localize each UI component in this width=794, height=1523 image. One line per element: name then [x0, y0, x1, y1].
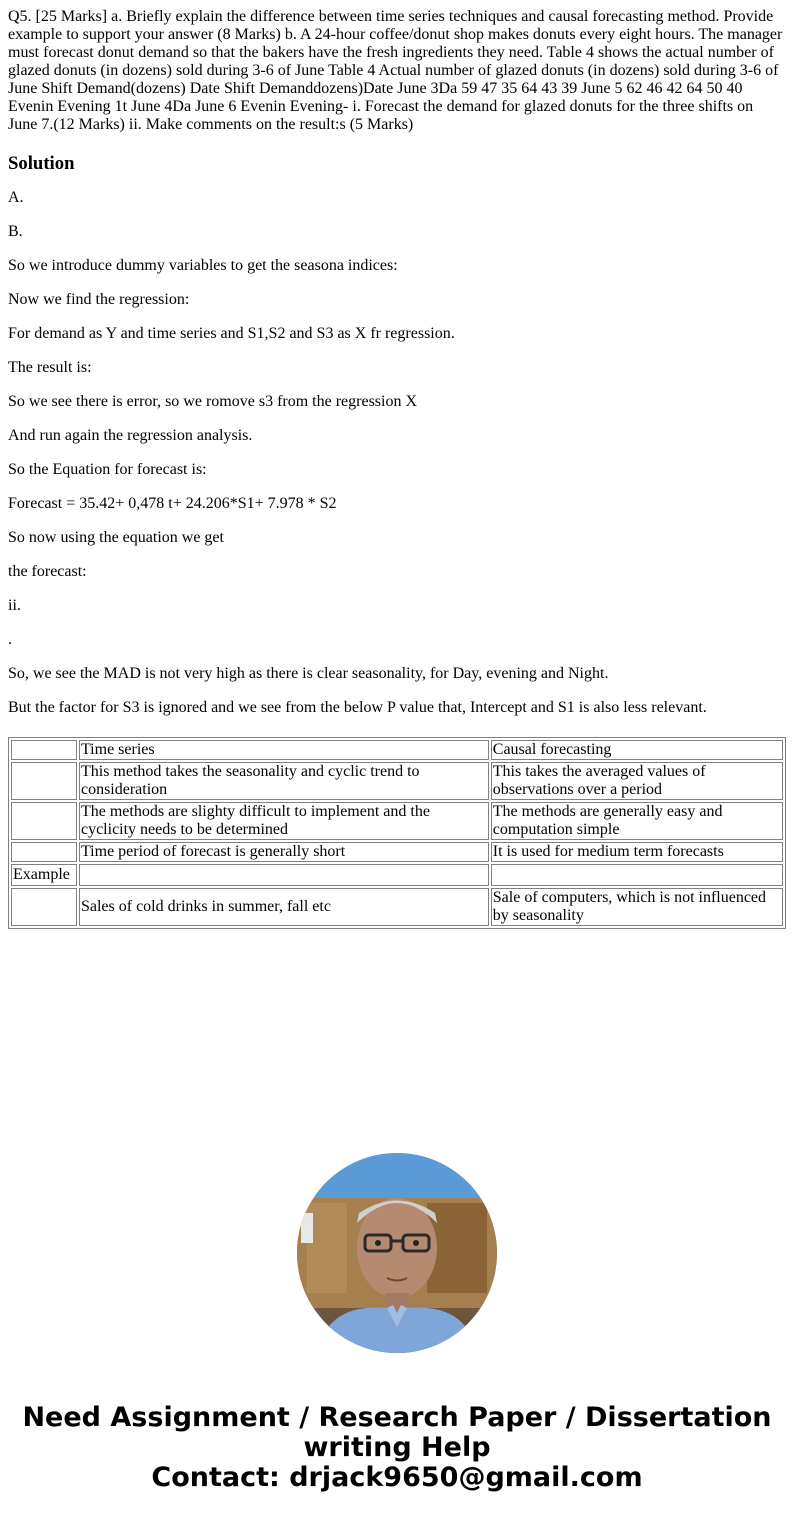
solution-paragraph: The result is: — [8, 359, 92, 376]
table-cell — [79, 864, 489, 886]
table-cell — [11, 740, 77, 760]
banner-line: writing Help — [303, 1432, 491, 1463]
table-row — [11, 864, 783, 886]
promo-banner — [0, 1403, 794, 1493]
table-cell: The methods are generally easy and computation simple — [491, 802, 783, 840]
solution-paragraph: So, we see the MAD is not very high as there is clear seasonality, for Day, evening and Night. — [8, 665, 609, 682]
solution-paragraph: . — [8, 631, 12, 648]
banner-contact-line: Contact: drjack9650@gmail.com — [151, 1462, 643, 1493]
table-header-causal: Causal forecasting — [491, 740, 783, 760]
table-cell: Time period of forecast is generally short — [79, 842, 489, 862]
solution-paragraph: For demand as Y and time series and S1,S2 and S3 as X fr regression. — [8, 325, 455, 342]
solution-paragraph: So we see there is error, so we romove s3 from the regression X — [8, 393, 418, 410]
document-body — [8, 8, 786, 717]
table-cell-example-label: Example — [11, 864, 77, 886]
forecast-equation: Forecast = 35.42+ 0,478 t+ 24.206*S1+ 7.978 * S2 — [8, 495, 337, 512]
table-row — [11, 802, 783, 840]
solution-paragraph: Now we find the regression: — [8, 291, 190, 308]
table-cell — [11, 802, 77, 840]
table-cell: Sales of cold drinks in summer, fall etc — [79, 888, 489, 926]
table-row — [11, 740, 783, 760]
table-cell: Sale of computers, which is not influenced by seasonality — [491, 888, 783, 926]
solution-paragraph: ii. — [8, 597, 21, 614]
author-avatar — [297, 1153, 497, 1353]
comparison-table — [8, 737, 786, 929]
table-cell: The methods are slighty difficult to implement and the cyclicity needs to be determined — [79, 802, 489, 840]
table-row — [11, 888, 783, 926]
solution-paragraph: A. — [8, 189, 24, 206]
banner-line: Need Assignment / Research Paper / Dissertation — [22, 1402, 772, 1433]
solution-paragraph: So the Equation for forecast is: — [8, 461, 207, 478]
table-header-time-series: Time series — [79, 740, 489, 760]
table-cell: It is used for medium term forecasts — [491, 842, 783, 862]
solution-paragraph: And run again the regression analysis. — [8, 427, 253, 444]
table-cell — [11, 842, 77, 862]
table-cell: This method takes the seasonality and cyclic trend to consideration — [79, 762, 489, 800]
table-cell — [11, 888, 77, 926]
table-row — [11, 762, 783, 800]
solution-paragraph: the forecast: — [8, 563, 87, 580]
author-portrait-image — [297, 1153, 497, 1353]
solution-heading: Solution — [8, 153, 75, 174]
table-cell: This takes the averaged values of observations over a period — [491, 762, 783, 800]
solution-paragraph: B. — [8, 223, 23, 240]
table-cell — [11, 762, 77, 800]
table-cell — [491, 864, 783, 886]
solution-paragraph: So now using the equation we get — [8, 529, 224, 546]
table-row — [11, 842, 783, 862]
solution-paragraph: So we introduce dummy variables to get the seasona indices: — [8, 257, 398, 274]
question-text: Q5. [25 Marks] a. Briefly explain the difference between time series techniques and causal forecasting method. Provide example to support your answer (8 Marks) b. A 24-hour coffee/donut shop makes donuts every eight hours. The manager must forecast donut demand so that the bakers have the fresh ingredients they need. Table 4 shows the actual number of glazed donuts (in dozens) sold during 3-6 of June Table 4 Actual number of glazed donuts (in dozens) sold during 3-6 of June Shift Demand(dozens) Date Shift Demanddozens)Date June 3Da 59 47 35 64 43 39 June 5 62 46 42 64 50 40 Evenin Evening 1t June 4Da June 6 Evenin Evening- i. Forecast the demand for glazed donuts for the three shifts on June 7.(12 Marks) ii. Make comments on the result:s (5 Marks) — [8, 8, 783, 133]
solution-paragraph: But the factor for S3 is ignored and we see from the below P value that, Intercept and S1 is also less relevant. — [8, 699, 707, 716]
